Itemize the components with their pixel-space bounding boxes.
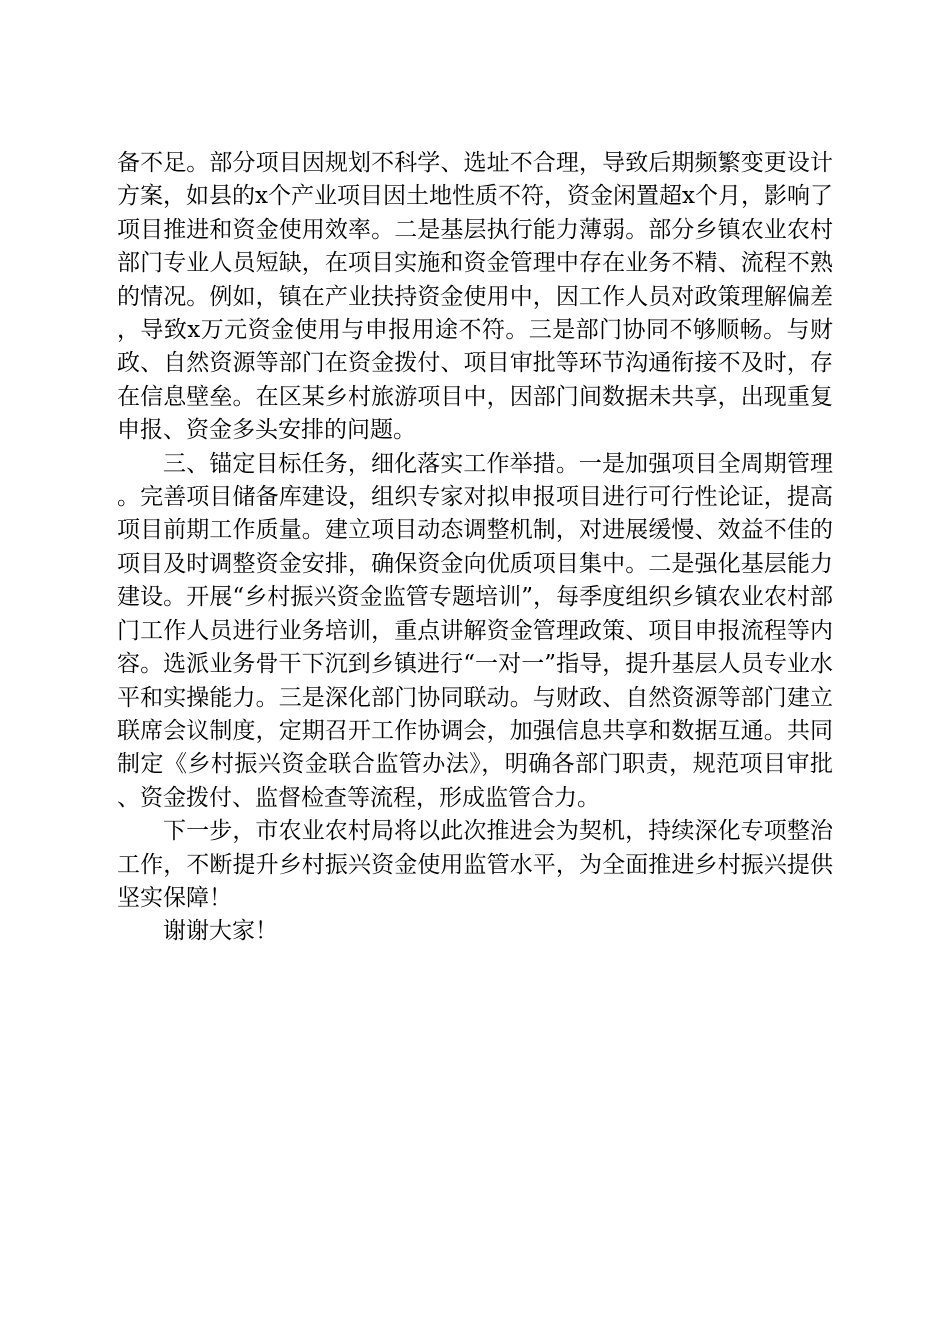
paragraph-problems-continued: 备不足。部分项目因规划不科学、选址不合理，导致后期频繁变更设计方案，如县的x个产业项目因土地性质不符，资金闲置超x个月，影响了项目推进和资金使用效率。二是基层执行能力薄弱。部分乡镇农业农村部门专业人员短缺，在项目实施和资金管理中存在业务不精、流程不熟的情况。例如，镇在产业扶持资金使用中，因工作人员对政策理解偏差，导致x万元资金使用与申报用途不符。三是部门协同不够顺畅。与财政、自然资源等部门在资金拨付、项目审批等环节沟通衔接不及时，存在信息壁垒。在区某乡村旅游项目中，因部门间数据未共享，出现重复申报、资金多头安排的问题。: [117, 150, 833, 444]
paragraph-closing-thanks: 谢谢大家！: [163, 918, 278, 945]
document-body: [117, 147, 833, 949]
paragraph-next-step: 下一步，市农业农村局将以此次推进会为契机，持续深化专项整治工作，不断提升乡村振兴资金使用监管水平，为全面推进乡村振兴提供坚实保障！: [117, 818, 833, 911]
paragraph-section-three: 三、锚定目标任务，细化落实工作举措。一是加强项目全周期管理。完善项目储备库建设，组织专家对拟申报项目进行可行性论证，提高项目前期工作质量。建立项目动态调整机制，对进展缓慢、效益不佳的项目及时调整资金安排，确保资金向优质项目集中。二是强化基层能力建设。开展“乡村振兴资金监管专题培训”，每季度组织乡镇农业农村部门工作人员进行业务培训，重点讲解资金管理政策、项目申报流程等内容。选派业务骨干下沉到乡镇进行“一对一”指导，提升基层人员专业水平和实操能力。三是深化部门协同联动。与财政、自然资源等部门建立联席会议制度，定期召开工作协调会，加强信息共享和数据互通。共同制定《乡村振兴资金联合监管办法》，明确各部门职责，规范项目审批、资金拨付、监督检查等流程，形成监管合力。: [117, 450, 833, 811]
